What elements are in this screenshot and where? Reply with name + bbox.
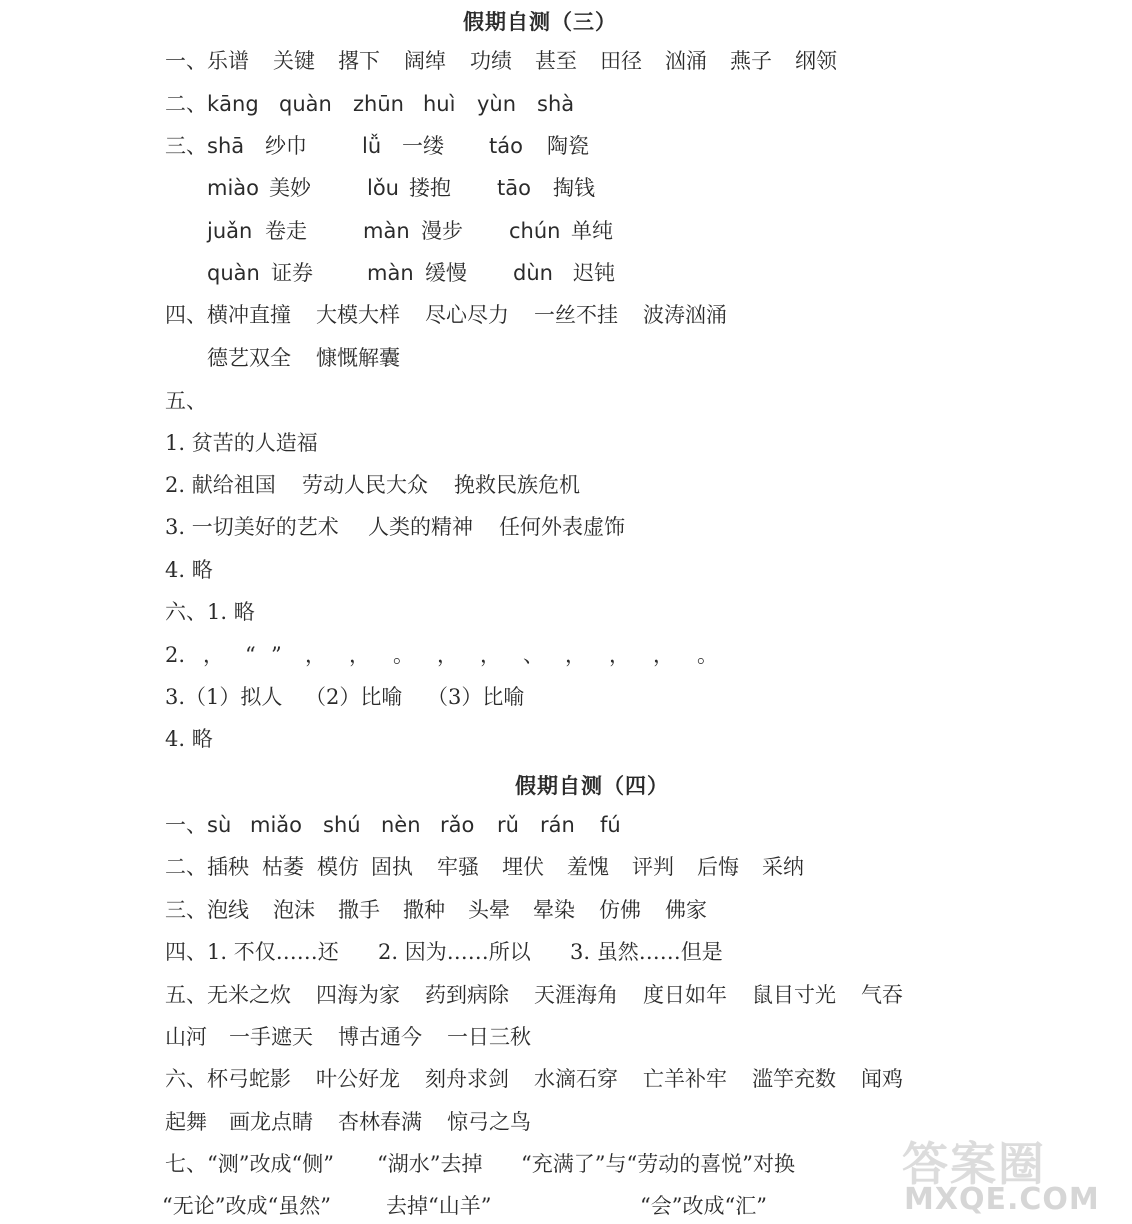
s4-q7-answer: “会”改成“汇”	[640, 1194, 767, 1218]
s4-q2-word: 枯萎	[262, 855, 304, 879]
s3-q3-pinyin: quàn	[207, 261, 260, 285]
s4-q5-idiom: 一日三秋	[447, 1025, 531, 1049]
s3-q3-word: 搂抱	[409, 176, 451, 200]
punctuation-mark: ，	[609, 643, 630, 667]
punctuation-mark: 。	[393, 643, 414, 667]
s4-q2-word: 模仿	[317, 855, 359, 879]
s4-q5-idiom: 天涯海角	[534, 983, 618, 1007]
s4-q1-pinyin: shú	[323, 813, 361, 837]
s3-q4-idiom: 慷慨解囊	[316, 346, 400, 370]
s3-q6-3-answer: 3.（1）拟人	[165, 685, 283, 709]
s4-q6-idiom: 叶公好龙	[316, 1067, 400, 1091]
s4-q3-word: 撒种	[403, 898, 445, 922]
s3-q3-pinyin: lǚ	[362, 134, 382, 158]
s3-q6-3-answer: （2）比喻	[305, 685, 403, 709]
s4-q2-word: 羞愧	[567, 855, 609, 879]
s3-q5-head: 五、	[165, 389, 207, 413]
s3-q5-answer: 劳动人民大众	[302, 473, 428, 497]
s3-q3-word: 单纯	[571, 219, 613, 243]
s3-q1-item: 阔绰	[404, 49, 446, 73]
s3-q4-idiom: 大模大样	[316, 303, 400, 327]
section4-title: 假期自测（四）	[515, 773, 669, 798]
s3-q3-pinyin: màn	[363, 219, 410, 243]
s3-q5-answer: 3. 一切美好的艺术	[165, 515, 339, 539]
punctuation-mark: ，	[480, 643, 501, 667]
s3-q3-pinyin: chún	[509, 219, 561, 243]
punctuation-mark: “	[245, 643, 256, 667]
s4-q3-word: 佛家	[665, 898, 707, 922]
s4-q1-pinyin: nèn	[381, 813, 421, 837]
s4-q2-word: 评判	[632, 855, 674, 879]
s4-q6-idiom: 画龙点睛	[229, 1110, 313, 1134]
site-watermark	[902, 1128, 1100, 1218]
s3-q2-pinyin: zhūn	[353, 92, 404, 116]
s4-q6-idiom: 滥竽充数	[752, 1067, 836, 1091]
s4-q6-idiom: 惊弓之鸟	[447, 1110, 531, 1134]
s4-q3-word: 撒手	[338, 898, 380, 922]
punctuation-mark: ，	[349, 643, 370, 667]
punctuation-mark: ，	[653, 643, 674, 667]
s4-q2-word: 牢骚	[437, 855, 479, 879]
s3-q4-idiom: 四、横冲直撞	[165, 303, 291, 327]
s4-q7-answer: 七、“测”改成“侧”	[165, 1152, 334, 1176]
s3-q3-word: 纱巾	[265, 134, 307, 158]
s4-q3-word: 头晕	[468, 898, 510, 922]
s3-q3-word: 缓慢	[425, 261, 467, 285]
s4-q6-idiom: 起舞	[165, 1110, 207, 1134]
punctuation-mark: ”	[271, 643, 282, 667]
s4-q5-idiom: 药到病除	[425, 983, 509, 1007]
s3-q2-pinyin: shà	[537, 92, 575, 116]
s4-q5-idiom: 博古通今	[338, 1025, 422, 1049]
s3-q2-pinyin: huì	[423, 92, 456, 116]
s3-q6-2-label: 2.	[165, 643, 186, 667]
s3-q3-pinyin: tāo	[497, 176, 531, 200]
s3-q4-idiom: 德艺双全	[207, 346, 291, 370]
watermark-logo-text: 答案圈	[902, 1137, 1046, 1191]
s4-q6-idiom: 六、杯弓蛇影	[165, 1067, 291, 1091]
s3-q5-answer: 任何外表虚饰	[499, 515, 625, 539]
s3-q1-item: 关键	[273, 49, 315, 73]
s4-q5-idiom: 鼠目寸光	[752, 983, 836, 1007]
s3-q5-answer: 2. 献给祖国	[165, 473, 276, 497]
s4-q1-pinyin: rǎo	[440, 813, 475, 837]
s3-q1-item: 田径	[600, 49, 642, 73]
s4-q6-idiom: 闻鸡	[861, 1067, 903, 1091]
s4-q6-idiom: 杏林春满	[338, 1110, 422, 1134]
s3-q3-pinyin: lǒu	[367, 176, 399, 200]
s4-q1-pinyin: fú	[600, 813, 621, 837]
s4-q1-pinyin: miǎo	[250, 813, 303, 837]
s4-q1-pinyin: rǔ	[497, 813, 519, 837]
s3-q4-idiom: 一丝不挂	[534, 303, 618, 327]
s3-q3-word: 掏钱	[553, 176, 595, 200]
punctuation-mark: 、	[523, 643, 544, 667]
s4-q1-pinyin: rán	[540, 813, 575, 837]
punctuation-mark: ，	[437, 643, 458, 667]
s4-q7-answer: “无论”改成“虽然”	[162, 1194, 331, 1218]
s4-q4-answer: 2. 因为……所以	[378, 940, 531, 964]
punctuation-mark: ，	[565, 643, 586, 667]
s3-q3-pinyin: miào	[207, 176, 260, 200]
s3-q3-word: 漫步	[421, 219, 463, 243]
s4-q2-word: 埋伏	[502, 855, 544, 879]
s4-q3-word: 泡沫	[273, 898, 315, 922]
s4-q2-word: 固执	[371, 855, 413, 879]
s3-q6-3-answer: （3）比喻	[427, 685, 525, 709]
s4-q5-idiom: 气吞	[861, 983, 903, 1007]
s4-q7-answer: 去掉“山羊”	[386, 1194, 492, 1218]
s3-q5-answer: 挽救民族危机	[454, 473, 580, 497]
s3-q3-pinyin: juǎn	[207, 219, 253, 243]
s4-q5-idiom: 一手遮天	[229, 1025, 313, 1049]
s4-q7-answer: “充满了”与“劳动的喜悦”对换	[521, 1152, 795, 1176]
s3-q5-answer: 人类的精神	[368, 515, 473, 539]
watermark-domain: MXQE.COM	[904, 1182, 1100, 1217]
s3-q2-pinyin: 二、kāng	[165, 92, 259, 116]
punctuation-mark: ，	[305, 643, 326, 667]
s3-q3-word: 陶瓷	[547, 134, 589, 158]
s3-q3-pinyin: 三、shā	[165, 134, 245, 158]
s4-q5-idiom: 度日如年	[643, 983, 727, 1007]
s3-q3-pinyin: dùn	[513, 261, 553, 285]
s4-q3-word: 晕染	[533, 898, 575, 922]
s4-q6-idiom: 亡羊补牢	[643, 1067, 727, 1091]
s3-q3-pinyin: táo	[489, 134, 523, 158]
s3-q3-word: 卷走	[265, 219, 307, 243]
s4-q4-answer: 四、1. 不仅……还	[165, 940, 339, 964]
s3-q2-pinyin: yùn	[477, 92, 517, 116]
s4-q5-idiom: 四海为家	[316, 983, 400, 1007]
s4-q2-word: 二、插秧	[165, 855, 249, 879]
s3-q1-item: 功绩	[470, 49, 512, 73]
s3-q3-word: 迟钝	[573, 261, 615, 285]
s4-q6-idiom: 水滴石穿	[534, 1067, 618, 1091]
s4-q2-word: 后悔	[697, 855, 739, 879]
section3-title: 假期自测（三）	[463, 9, 617, 34]
s3-q1-item: 燕子	[730, 49, 772, 73]
s4-q5-idiom: 山河	[165, 1025, 207, 1049]
s3-q4-idiom: 波涛汹涌	[643, 303, 727, 327]
punctuation-mark: ，	[203, 643, 224, 667]
s3-q1-item: 甚至	[535, 49, 577, 73]
punctuation-mark: 。	[697, 643, 718, 667]
s3-q3-word: 一缕	[402, 134, 444, 158]
s3-q6-1: 六、1. 略	[165, 600, 255, 624]
s3-q6-4: 4. 略	[165, 727, 213, 751]
s3-q1-item: 纲领	[795, 49, 837, 73]
s3-q3-word: 美妙	[269, 176, 311, 200]
s3-q1-item: 汹涌	[665, 49, 707, 73]
s3-q4-idiom: 尽心尽力	[425, 303, 509, 327]
s3-q5-answer: 4. 略	[165, 558, 213, 582]
s4-q7-answer: “湖水”去掉	[377, 1152, 483, 1176]
s4-q3-word: 三、泡线	[165, 898, 249, 922]
s3-q2-pinyin: quàn	[279, 92, 332, 116]
s3-q3-word: 证券	[271, 261, 313, 285]
s4-q4-answer: 3. 虽然……但是	[570, 940, 723, 964]
s4-q2-word: 采纳	[762, 855, 804, 879]
s4-q1-pinyin: 一、sù	[165, 813, 232, 837]
s3-q1-item: 一、乐谱	[165, 49, 249, 73]
s4-q3-word: 仿佛	[599, 898, 641, 922]
s3-q1-item: 撂下	[338, 49, 380, 73]
s3-q3-pinyin: màn	[367, 261, 414, 285]
s4-q5-idiom: 五、无米之炊	[165, 983, 291, 1007]
s3-q5-answer: 1. 贫苦的人造福	[165, 431, 318, 455]
s4-q6-idiom: 刻舟求剑	[425, 1067, 509, 1091]
